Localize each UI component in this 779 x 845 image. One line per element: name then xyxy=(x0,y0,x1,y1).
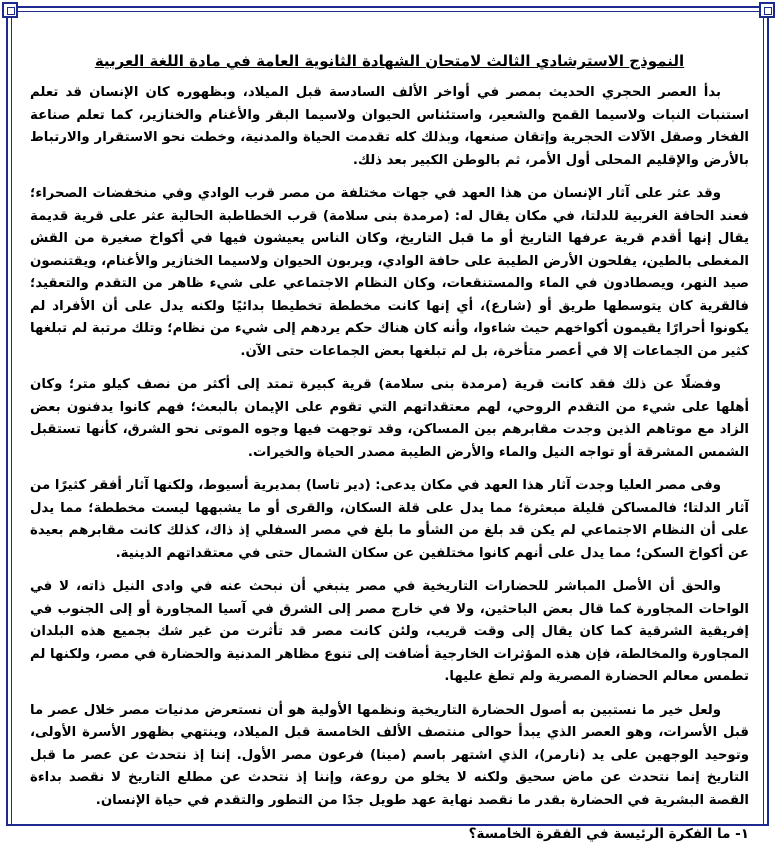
corner-ornament-top-left xyxy=(2,2,18,18)
document-body xyxy=(30,50,749,845)
paragraph-4: وفى مصر العليا وجدت آثار هذا العهد في مكان يدعى: (دير تاسا) بمديرية أسيوط، ولكنها آثار أفقر كثيرًا من آثار الدلتا؛ فالمساكن قليلة مبعثرة؛ مما يدل على قلة السكان، والقرى أو ما يشبهها ليست مخططة؛ مما يدل على أن النظام الاجتماعي لم يكن قد بلغ من الشأو ما بلغ في مصر السفلي إذ ذاك، كذلك كانت مقابرهم بعيدة عن أكواخ السكن؛ مما يدل على أنهم كانوا مختلفين عن سكان الشمال حتى في معتقداتهم الدينية. xyxy=(30,478,749,561)
corner-ornament-top-right xyxy=(759,2,775,18)
paragraph-6: ولعل خير ما نستبين به أصول الحضارة التاريخية ونظمها الأولية هو أن نستعرض مدنيات مصر خلال عصر ما قبل الأسرات، وهو العصر الذي يبدأ حوالى منتصف الألف الخامسة قبل الميلاد، وينتهي بظهور الأسرة الأولى، وتوحيد الوجهين على يد (نارمر)، الذي اشتهر باسم (مينا) فرعون مصر الأول. إننا إذ نتحدث عن عصر ما قبل التاريخ إنما نتحدث عن ماض سحيق ولكنه لا يخلو من روعة، وإننا إذ نتحدث عن مطلع التاريخ لا نقصد بداءة القصة البشرية في الحضارة بقدر ما نقصد نهاية عهد طويل جدًا من التطور والتقدم في حياة الإنسان. xyxy=(30,702,749,808)
paragraph-5: والحق أن الأصل المباشر للحضارات التاريخية في مصر ينبغي أن نبحث عنه في وادى النيل ذاته، لا في الواحات المجاورة كما قال بعض الباحثين، ولا في خارج مصر إلى الشرق في آسيا المجاورة أو إلى الجنوب في إفريقية الشرقية كما كان يقال إلى وقت قريب، ولئن كانت مصر قد تأثرت من غير شك بجميع هذه البلدان المجاورة والمخالطة، فإن هذه المؤثرات الخارجية أضافت إلى تنوع مظاهر المدنية والحضارة في مصر، ولكنها لم تطمس معالم الحضارة المصرية ولم تطغ عليها. xyxy=(29,579,749,684)
question-1: ١- ما الفكرة الرئيسة في الفقرة الخامسة؟ xyxy=(468,826,749,842)
paragraph-2: وقد عثر على آثار الإنسان من هذا العهد في جهات مختلفة من مصر قرب الوادي وفي منخفضات الصحراء؛ فعند الحافة الغربية للدلتا، في مكان يقال له: (مرمدة بنى سلامة) قرب الخطاطبة الحالية عثر على قرية قديمة يقال إنها أقدم قرية عرفها التاريخ أو ما قبل التاريخ، وكان الناس يعيشون فيها في أكواخ صغيرة من القش المغطى بالطين، يفلحون الأرض الطيبة على حافة الوادي، ويربون الحيوان ولاسيما الخنازير والأغنام، ويقتنصون صيد النهر، ويصطادون في الماء والمستنقعات، وكان النظام الاجتماعي على شيء ظاهر من التقدم والتعقيد؛ فالقرية كان يتوسطها طريق أو (شارع)، أي إنها كانت مخططة تخطيطا بدائيًا ولكنه يدل على أن الأفراد لم يكونوا أحرارًا يقيمون أكواخهم حيث شاءوا، وأنه كان هناك حكم يردهم إلى شيء من نظام؛ وتلك مرتبة لم تبلغها كثير من الجماعات إلا في أعصر متأخرة، بل لم تبلغها بعض الجماعات حتى الآن. xyxy=(30,186,749,359)
paragraph-1: بدأ العصر الحجري الحديث بمصر في أواخر الألف السادسة قبل الميلاد، وبظهوره كان الإنسان قد تعلم استنبات النبات ولاسيما القمح والشعير، واستئناس الحيوان ولاسيما البقر والأغنام والخنازير، كما تعلم صناعة الفخار وصقل الآلات الحجرية وإتقان صنعها، وبذلك كله تقدمت الحياة والمدنية، وخطت نحو الاستقرار والارتباط بالأرض والإقليم المحلى أول الأمر، ثم بالوطن الكبير بعد ذلك. xyxy=(30,85,749,168)
document-title: النموذج الاسترشادي الثالث لامتحان الشهادة الثانوية العامة في مادة اللغة العربية xyxy=(94,52,685,70)
paragraph-3: وفضلًا عن ذلك فقد كانت قرية (مرمدة بنى سلامة) قرية كبيرة تمتد إلى أكثر من نصف كيلو متر؛ وكان أهلها على شيء من التقدم الروحي، لهم معتقداتهم التي تقوم على الإيمان بالبعث؛ فهم كانوا يدفنون بعض الزاد مع موتاهم الذين وجدت مقابرهم بين المساكن، وقد توجهت فيها وجوه الموتى نحو الشرق، كأنها تستقبل الشمس المشرقة أو تواجه النيل والماء والأرض الطيبة مصدر الحياة والخيرات. xyxy=(30,377,749,460)
